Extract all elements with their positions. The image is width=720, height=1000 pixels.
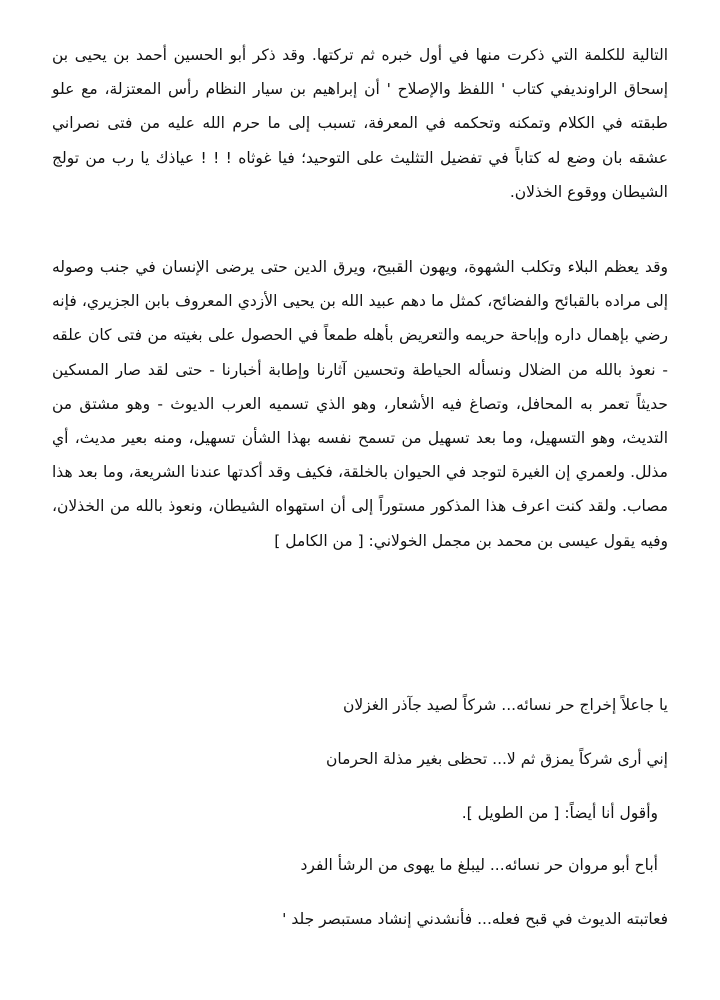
verse-line-1: يا جاعلاً إخراج حر نسائه... شركاً لصيد جآذر الغزلان — [342, 696, 668, 714]
paragraph-2: وقد يعظم البلاء وتكلب الشهوة، ويهون القبيح، ويرق الدين حتى يرضى الإنسان في جنب وصوله إلى مراده بالقبائح والفضائح، كمثل ما دهم عبيد الله بن يحيى الأزدي المعروف بابن الجزيري، فإنه رضي بإهمال داره وإباحة حريمه والتعريض بأهله طمعاً في الحصول على بغيته من فتى كان علقه - نعوذ بالله من الضلال ونسأله الحياطة وتحسين آثارنا وإطابة أخبارنا - حتى لقد صار المسكين حديثاً تعمر به المحافل، وتصاغ فيه الأشعار، وهو الذي تسميه العرب الديوث - وهو مشتق من التديث، وهو التسهيل، وما بعد تسهيل من تسمح نفسه بهذا الشأن تسهيل، ومنه بعير مديث، أي مذلل. ولعمري إن الغيرة لتوجد في الحيوان بالخلقة، فكيف وقد أكدتها عندنا الشريعة، وما بعد هذا مصاب. ولقد كنت اعرف هذا المذكور مستوراً إلى أن استهواه الشيطان، ونعوذ بالله من الخذلان، وفيه يقول عيسى بن محمد بن مجمل الخولاني: [ من الكامل ] — [52, 258, 668, 550]
paragraph-1: التالية للكلمة التي ذكرت منها في أول خبره ثم تركتها. وقد ذكر أبو الحسين أحمد بن يحيى بن إسحاق الراونديفي كتاب ' اللفظ والإصلاح ' أن إبراهيم بن سيار النظام رأس المعتزلة، مع علو طبقته في الكلام وتمكنه وتحكمه في المعرفة، تسبب إلى ما حرم الله عليه من فتى نصراني عشقه بان وضع له كتاباً في تفضيل التثليث على التوحيد؛ فيا غوثاه ! ! ! عياذك يا رب من تولج الشيطان ووقوع الخذلان. — [52, 46, 668, 201]
verse-line-2: إني أرى شركاً يمزق ثم لا... تحظى بغير مذلة الحرمان — [326, 750, 668, 768]
verse-line-4: أباح أبو مروان حر نسائه... ليبلغ ما يهوى من الرشأ الفرد — [300, 856, 658, 874]
verse-line-3: وأقول أنا أيضاً: [ من الطويل ]. — [461, 804, 658, 822]
verse-line-5: فعاتبته الديوث في قبح فعله... فأنشدني إنشاد مستبصر جلد ' — [282, 910, 668, 928]
